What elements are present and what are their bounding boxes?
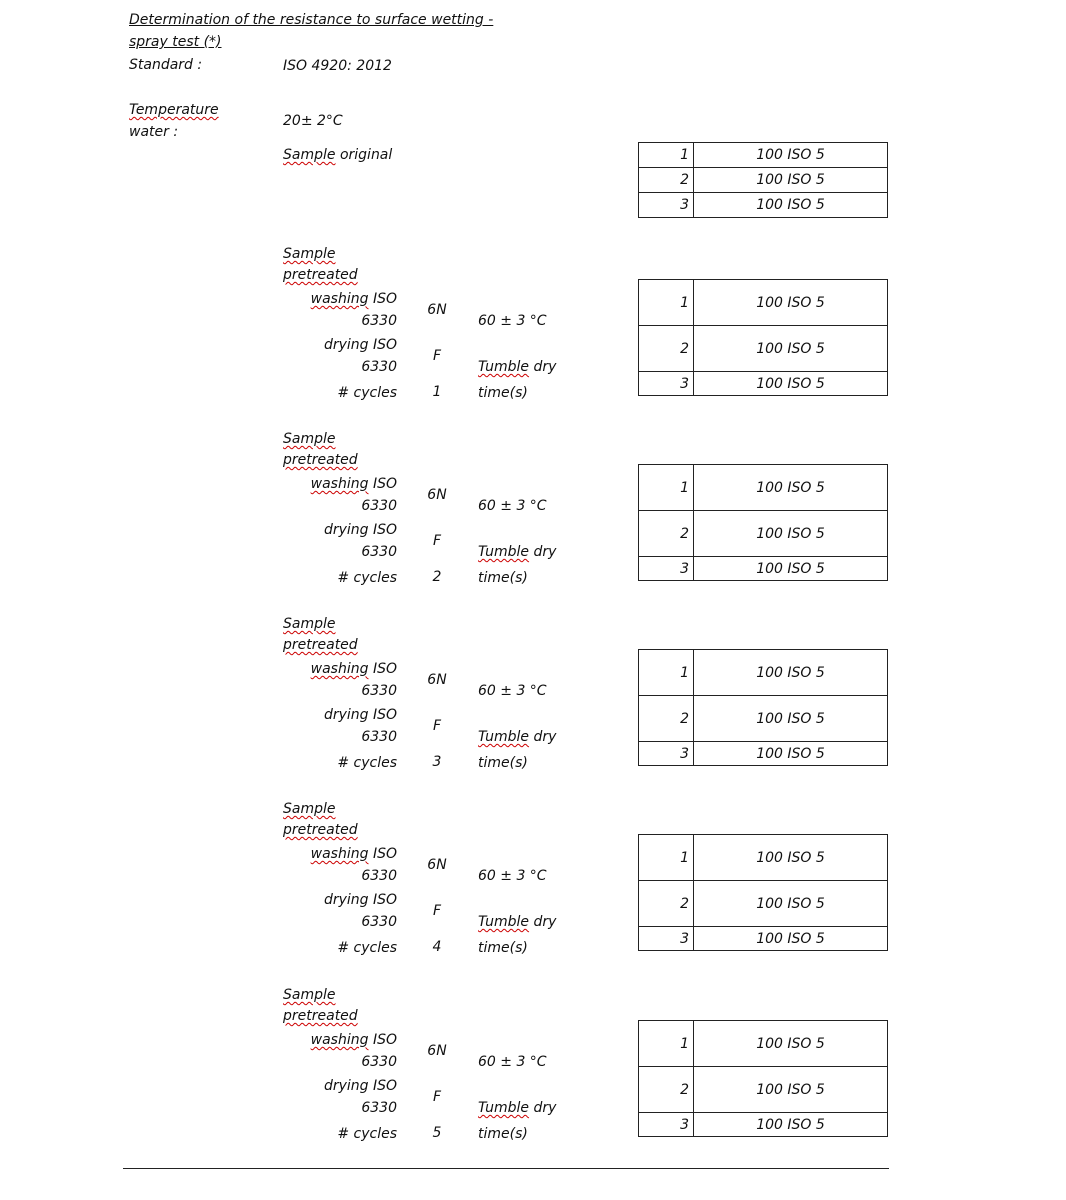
replicate-number: 2 <box>639 881 694 927</box>
standard-label: Standard : <box>129 57 203 73</box>
washing-standard: 6330 <box>361 1054 397 1070</box>
spray-rating: 100 ISO 5 <box>694 835 888 881</box>
cycles-count: 2 <box>432 569 442 585</box>
spray-rating: 100 ISO 5 <box>694 143 888 168</box>
bottom-rule <box>123 1168 889 1169</box>
drying-method: Tumble dry <box>478 1100 557 1116</box>
drying-label: drying ISO <box>323 522 397 538</box>
spray-rating: 100 ISO 5 <box>694 1067 888 1113</box>
drying-label: drying ISO <box>323 707 397 723</box>
replicate-number: 2 <box>639 168 694 193</box>
sample-label: Sample <box>283 616 336 632</box>
drying-standard: 6330 <box>361 359 397 375</box>
results-table <box>638 1020 888 1137</box>
pretreated-block <box>0 986 1066 1166</box>
doc-title-line-1: Determination of the resistance to surface wetting - <box>129 12 494 28</box>
washing-code: 6N <box>427 1043 447 1059</box>
pretreated-label: pretreated <box>283 822 358 838</box>
cycles-count: 3 <box>432 754 442 770</box>
washing-standard: 6330 <box>361 313 397 329</box>
spray-rating: 100 ISO 5 <box>694 927 888 951</box>
spray-rating: 100 ISO 5 <box>694 881 888 927</box>
replicate-number: 1 <box>639 465 694 511</box>
washing-label: washing ISO <box>310 846 397 862</box>
washing-label: washing ISO <box>310 1032 397 1048</box>
doc-title-line-2: spray test (*) <box>129 34 222 50</box>
results-table <box>638 834 888 951</box>
pretreated-label: pretreated <box>283 637 358 653</box>
pretreated-label: pretreated <box>283 267 358 283</box>
drying-standard: 6330 <box>361 729 397 745</box>
temperature-value: 20± 2°C <box>283 113 343 129</box>
replicate-number: 3 <box>639 1113 694 1137</box>
table-row <box>639 511 888 557</box>
washing-standard: 6330 <box>361 498 397 514</box>
replicate-number: 2 <box>639 696 694 742</box>
cycles-count: 4 <box>432 939 442 955</box>
table-row <box>639 881 888 927</box>
spray-rating: 100 ISO 5 <box>694 280 888 326</box>
sample-original-label: Sample original <box>283 147 393 163</box>
pretreated-label: pretreated <box>283 452 358 468</box>
washing-code: 6N <box>427 672 447 688</box>
standard-value: ISO 4920: 2012 <box>283 58 392 74</box>
cycles-label: # cycles <box>337 940 397 956</box>
drying-code: F <box>432 533 442 549</box>
drying-method: Tumble dry <box>478 544 557 560</box>
drying-standard: 6330 <box>361 544 397 560</box>
pretreated-block <box>0 430 1066 610</box>
drying-method: Tumble dry <box>478 359 557 375</box>
replicate-number: 2 <box>639 1067 694 1113</box>
washing-temperature: 60 ± 3 °C <box>478 313 547 329</box>
drying-time-label: time(s) <box>478 755 528 771</box>
drying-time-label: time(s) <box>478 940 528 956</box>
drying-standard: 6330 <box>361 1100 397 1116</box>
table-row <box>639 465 888 511</box>
spray-rating: 100 ISO 5 <box>694 696 888 742</box>
replicate-number: 1 <box>639 143 694 168</box>
replicate-number: 1 <box>639 650 694 696</box>
replicate-number: 1 <box>639 1021 694 1067</box>
washing-code: 6N <box>427 487 447 503</box>
spray-rating: 100 ISO 5 <box>694 650 888 696</box>
drying-label: drying ISO <box>323 337 397 353</box>
washing-code: 6N <box>427 857 447 873</box>
results-table <box>638 649 888 766</box>
drying-code: F <box>432 1089 442 1105</box>
drying-time-label: time(s) <box>478 1126 528 1142</box>
cycles-label: # cycles <box>337 570 397 586</box>
washing-temperature: 60 ± 3 °C <box>478 683 547 699</box>
drying-code: F <box>432 348 442 364</box>
washing-temperature: 60 ± 3 °C <box>478 498 547 514</box>
replicate-number: 3 <box>639 193 694 218</box>
sample-label: Sample <box>283 801 336 817</box>
temperature-label-1: Temperature <box>129 102 219 118</box>
cycles-label: # cycles <box>337 1126 397 1142</box>
table-row <box>639 927 888 951</box>
drying-standard: 6330 <box>361 914 397 930</box>
cycles-count: 1 <box>432 384 442 400</box>
pretreated-block <box>0 245 1066 425</box>
spray-rating: 100 ISO 5 <box>694 465 888 511</box>
drying-method: Tumble dry <box>478 914 557 930</box>
table-row <box>639 1113 888 1137</box>
sample-label: Sample <box>283 987 336 1003</box>
washing-label: washing ISO <box>310 476 397 492</box>
table-row <box>639 696 888 742</box>
table-row <box>639 650 888 696</box>
replicate-number: 2 <box>639 511 694 557</box>
table-row <box>639 557 888 581</box>
temperature-label-2: water : <box>129 124 179 140</box>
table-row <box>639 1067 888 1113</box>
spray-rating: 100 ISO 5 <box>694 1021 888 1067</box>
spray-rating: 100 ISO 5 <box>694 168 888 193</box>
table-row <box>639 1021 888 1067</box>
table-row <box>639 143 888 168</box>
pretreated-block <box>0 800 1066 980</box>
drying-label: drying ISO <box>323 892 397 908</box>
replicate-number: 3 <box>639 927 694 951</box>
drying-code: F <box>432 903 442 919</box>
cycles-label: # cycles <box>337 385 397 401</box>
washing-code: 6N <box>427 302 447 318</box>
spray-rating: 100 ISO 5 <box>694 557 888 581</box>
replicate-number: 3 <box>639 372 694 396</box>
replicate-number: 1 <box>639 280 694 326</box>
washing-temperature: 60 ± 3 °C <box>478 1054 547 1070</box>
table-row <box>639 193 888 218</box>
replicate-number: 3 <box>639 557 694 581</box>
spray-rating: 100 ISO 5 <box>694 193 888 218</box>
cycles-label: # cycles <box>337 755 397 771</box>
table-row <box>639 326 888 372</box>
replicate-number: 1 <box>639 835 694 881</box>
sample-label: Sample <box>283 246 336 262</box>
drying-time-label: time(s) <box>478 570 528 586</box>
results-table <box>638 464 888 581</box>
table-row <box>639 372 888 396</box>
spray-rating: 100 ISO 5 <box>694 742 888 766</box>
table-row <box>639 280 888 326</box>
washing-label: washing ISO <box>310 661 397 677</box>
drying-method: Tumble dry <box>478 729 557 745</box>
drying-code: F <box>432 718 442 734</box>
original-results-table <box>638 142 888 218</box>
pretreated-label: pretreated <box>283 1008 358 1024</box>
washing-temperature: 60 ± 3 °C <box>478 868 547 884</box>
table-row <box>639 835 888 881</box>
spray-rating: 100 ISO 5 <box>694 326 888 372</box>
replicate-number: 3 <box>639 742 694 766</box>
replicate-number: 2 <box>639 326 694 372</box>
table-row <box>639 168 888 193</box>
drying-time-label: time(s) <box>478 385 528 401</box>
spray-rating: 100 ISO 5 <box>694 372 888 396</box>
drying-label: drying ISO <box>323 1078 397 1094</box>
cycles-count: 5 <box>432 1125 442 1141</box>
washing-standard: 6330 <box>361 868 397 884</box>
washing-label: washing ISO <box>310 291 397 307</box>
washing-standard: 6330 <box>361 683 397 699</box>
spray-rating: 100 ISO 5 <box>694 511 888 557</box>
table-row <box>639 742 888 766</box>
spray-rating: 100 ISO 5 <box>694 1113 888 1137</box>
sample-label: Sample <box>283 431 336 447</box>
results-table <box>638 279 888 396</box>
pretreated-block <box>0 615 1066 795</box>
